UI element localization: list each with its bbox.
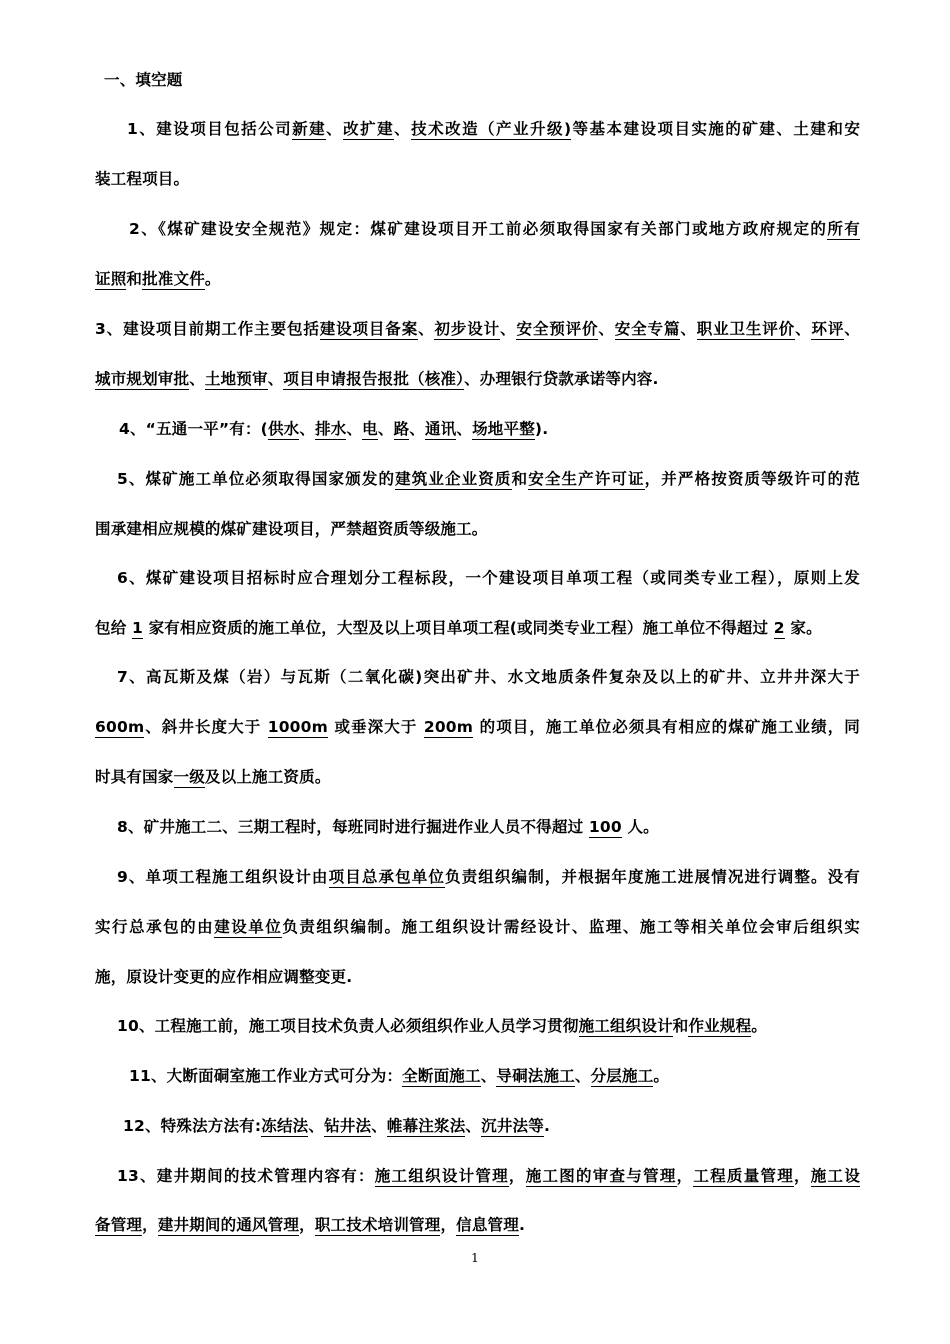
question-text: 施，原设计变更的应作相应调整变更. [95,968,353,986]
question-text: 、 [371,1117,387,1135]
question-text: 和 [126,270,143,288]
question-text: 、 [500,320,517,338]
question-text: 围承建相应规模的煤矿建设项目，严禁超资质等级施工。 [95,520,488,538]
question-text: 、 [574,1067,591,1085]
answer-blank: 一级 [173,768,205,786]
question-text: 包给 [95,619,132,637]
question-text: 8、矿井施工二、三期工程时，每班同时进行掘进作业人员不得超过 [117,818,589,836]
answer-blank: 钻井法 [324,1117,372,1135]
question-text: 6、煤矿建设项目招标时应合理划分工程标段，一个建设项目单项工程（或同类专业工程），原则上发 [117,569,860,587]
question-9-line-2 [95,916,860,938]
question-2-line-1 [95,218,860,240]
answer-blank: 排水 [315,420,347,438]
answer-blank: 职工技术培训管理 [314,1216,441,1234]
answer-blank: 安全生产许可证 [528,470,645,488]
question-11-line-1 [95,1065,860,1087]
question-text: 10、工程施工前，施工项目技术负责人必须组织作业人员学习贯彻 [117,1017,579,1035]
answer-blank: 100 [588,818,622,836]
question-text: ， [676,1167,694,1185]
question-text: 、 [480,1067,497,1085]
answer-blank: 600m [95,718,145,736]
question-text: . [518,1216,526,1234]
question-text: 、 [267,370,284,388]
question-5-line-2 [95,518,860,540]
answer-blank: 施工组织设计 [578,1017,673,1035]
question-9-line-1 [95,866,860,888]
answer-blank: 所有 [827,220,860,238]
answer-blank: 证照 [95,270,127,288]
answer-blank: 改扩建 [343,120,395,138]
answer-blank: 建设单位 [214,918,283,936]
question-text: 11、大断面硐室施工作业方式可分为： [129,1067,403,1085]
question-text: 3、建设项目前期工作主要包括 [95,320,320,338]
question-text: 实行总承包的由 [95,918,215,936]
answer-blank: 全断面施工 [402,1067,481,1085]
answer-blank: 建设项目备案 [319,320,419,338]
answer-blank: 通讯 [424,420,457,438]
question-text: 家有相应资质的施工单位，大型及以上项目单项工程(或同类专业工程）施工单位不得超过 [143,619,774,637]
question-text: ， [142,1216,158,1234]
answer-blank: 新建 [292,120,327,138]
answer-blank: 安全预评价 [516,320,599,338]
question-text: 12、特殊法方法有: [123,1117,262,1135]
answer-blank: 城市规划审批 [95,370,190,388]
answer-blank: 信息管理 [456,1216,519,1234]
question-7-line-2 [95,716,860,738]
answer-blank: 作业规程 [688,1017,752,1035]
question-text: 5、煤矿施工单位必须取得国家颁发的 [117,470,396,488]
question-text: 7、高瓦斯及煤（岩）与瓦斯（二氧化碳)突出矿井、水文地质条件复杂及以上的矿井、立井井深大于 [117,668,860,686]
question-12-line-1 [95,1115,860,1137]
answer-blank: 导硐法施工 [496,1067,575,1085]
question-text: 、 [394,120,412,138]
answer-blank: 冻结法 [261,1117,309,1135]
answer-blank: 1000m [267,718,328,736]
question-text: ， [299,1216,315,1234]
question-6-line-2 [95,617,860,639]
question-text: 负责组织编制。施工组织设计需经设计、监理、施工等相关单位会审后组织实 [282,918,860,936]
answer-blank: 电 [362,420,378,438]
answer-blank: 路 [393,420,410,438]
question-10-line-1 [95,1015,860,1037]
question-text: 2、《煤矿建设安全规范》规定：煤矿建设项目开工前必须取得国家有关部门或地方政府规定的 [129,220,828,238]
question-text: ， [794,1167,811,1185]
question-text: 、 [308,1117,325,1135]
answer-blank: 备管理 [95,1216,143,1234]
question-text: 、斜井长度大于 [144,718,268,736]
question-text: . [543,1117,551,1135]
answer-blank: 建井期间的通风管理 [157,1216,300,1234]
question-5-line-1 [95,468,860,490]
answer-blank: 技术改造（产业升级) [411,120,572,138]
answer-blank: 200m [423,718,474,736]
question-4-line-1 [95,418,860,440]
question-text: 1、建设项目包括公司 [127,120,293,138]
answer-blank: 沉井法等 [481,1117,544,1135]
section-heading: 一、填空题 [104,71,183,89]
question-text: 、 [189,370,205,388]
question-text: ). [534,420,549,438]
answer-blank: 土地预审 [204,370,268,388]
question-text: 、 [598,320,615,338]
question-text: 或垂深大于 [328,718,424,736]
question-text: 和 [672,1017,689,1035]
question-13-line-1 [95,1165,860,1187]
question-text: 负责组织编制，并根据年度施工进展情况进行调整。没有 [445,868,860,886]
page-number: 1 [471,1251,479,1265]
answer-blank: 供水 [267,420,300,438]
answer-blank: 项目申请报告报批（核准） [283,370,465,388]
question-text: 、 [795,320,812,338]
question-1-line-1 [95,118,860,140]
question-text: 13、建井期间的技术管理内容有： [117,1167,375,1185]
answer-blank: 2 [773,619,785,637]
question-text: 、 [377,420,394,438]
question-6-line-1 [95,567,860,589]
answer-blank: 工程质量管理 [693,1167,794,1185]
question-text: 、 [844,320,860,338]
question-text: 等基本建设项目实施的矿建、土建和安 [571,120,861,138]
question-text: 的项目，施工单位必须具有相应的煤矿施工业绩，同 [473,718,860,736]
question-text: 、 [418,320,435,338]
question-7-line-1 [95,666,860,688]
question-text: 、 [456,420,473,438]
question-text: 和 [511,470,529,488]
question-2-line-2 [95,268,860,290]
question-1-line-2 [95,168,860,190]
question-text: 及以上施工资质。 [204,768,331,786]
question-text: 、 [346,420,363,438]
question-3-line-1 [95,318,860,340]
question-text: 。 [751,1017,767,1035]
question-text: 、 [326,120,344,138]
answer-blank: 批准文件 [142,270,205,288]
question-3-line-2 [95,368,860,390]
answer-blank: 场地平整 [472,420,535,438]
question-text: 9、单项工程施工组织设计由 [117,868,329,886]
answer-blank: 施工组织设计管理 [374,1167,509,1185]
question-text: 时具有国家 [95,768,174,786]
answer-blank: 环评 [811,320,845,338]
question-text: 、 [465,1117,482,1135]
question-8-line-1 [95,816,860,838]
question-text: 。 [204,270,221,288]
answer-blank: 帷幕注浆法 [386,1117,466,1135]
question-text: 、 [409,420,425,438]
question-text: 4、“五通一平”有：( [119,420,268,438]
question-text: ， [508,1167,526,1185]
question-text: 、办理银行贷款承诺等内容. [464,370,659,388]
question-text: ，并严格按资质等级许可的范 [644,470,860,488]
question-text: 装工程项目。 [95,170,190,188]
answer-blank: 职业卫生评价 [696,320,796,338]
answer-blank: 初步设计 [434,320,501,338]
question-text: 、 [680,320,697,338]
answer-blank: 项目总承包单位 [328,868,446,886]
answer-blank: 1 [132,619,143,637]
question-text: 家。 [784,619,822,637]
question-text: 人。 [621,818,659,836]
question-text: ， [440,1216,457,1234]
question-text: 、 [299,420,316,438]
answer-blank: 施工设 [810,1167,861,1185]
answer-blank: 施工图的审查与管理 [525,1167,677,1185]
question-9-line-3 [95,966,860,988]
answer-blank: 建筑业企业资质 [395,470,512,488]
question-text: 。 [653,1067,670,1085]
answer-blank: 安全专篇 [614,320,681,338]
question-7-line-3 [95,766,860,788]
answer-blank: 分层施工 [590,1067,654,1085]
question-13-line-2 [95,1214,860,1236]
